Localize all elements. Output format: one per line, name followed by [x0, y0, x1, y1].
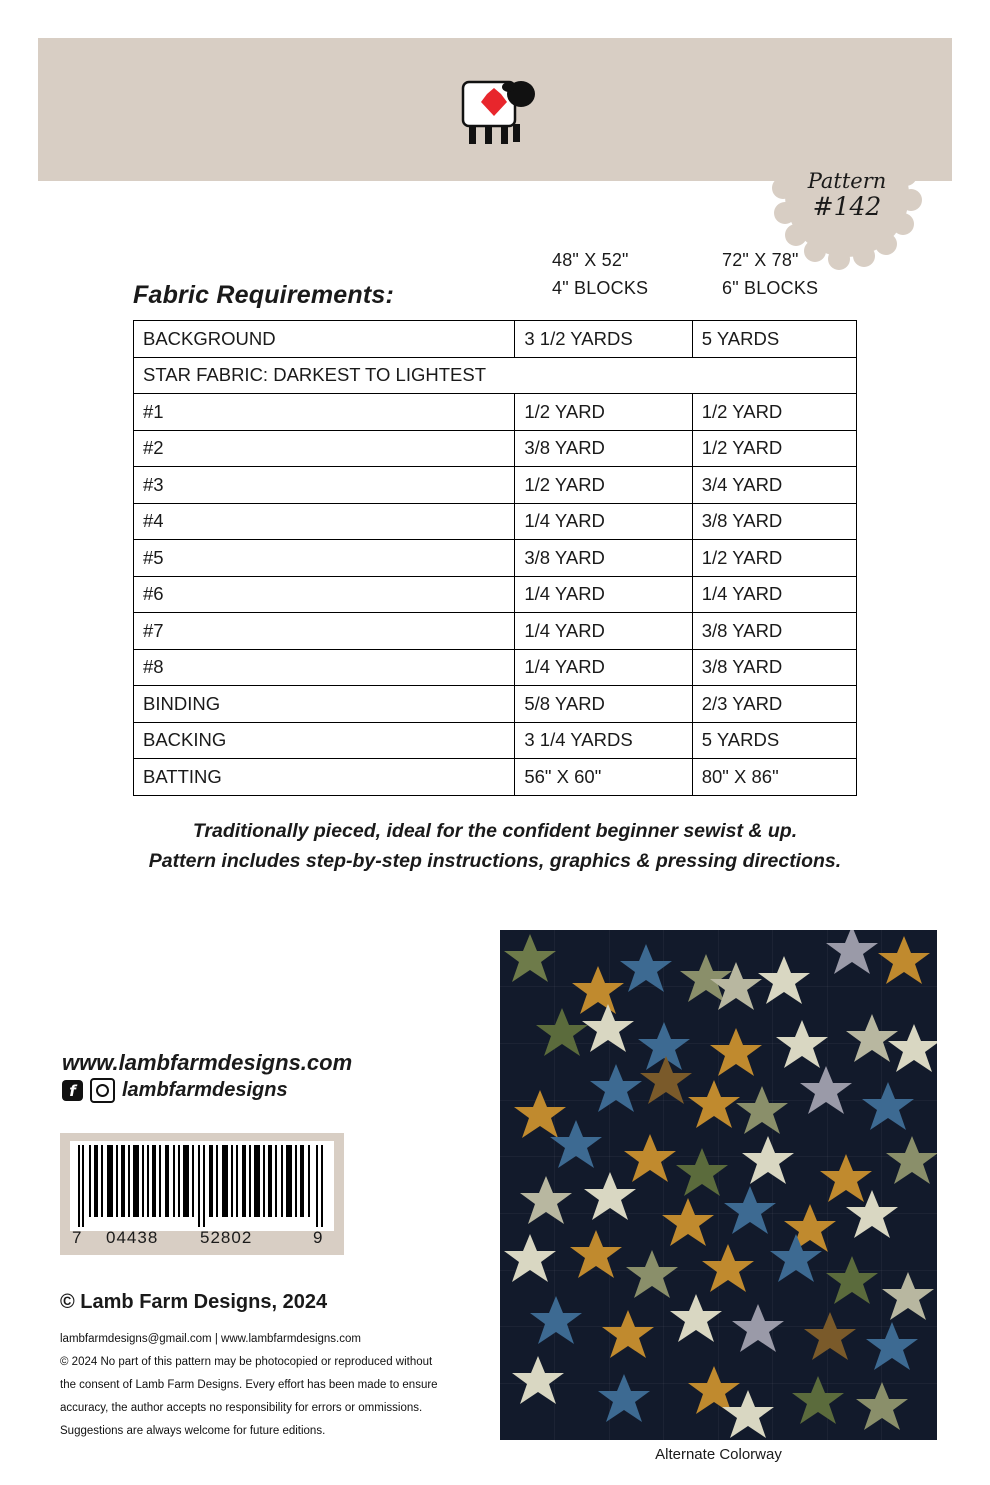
- copyright-line: © Lamb Farm Designs, 2024: [60, 1291, 328, 1313]
- row-label: #6: [134, 576, 515, 613]
- fineprint-email: lambfarmdesigns@gmail.com | www.lambfarmdesigns.com: [60, 1333, 361, 1345]
- row-value-small: 1/4 YARD: [515, 613, 692, 650]
- row-label: #5: [134, 540, 515, 577]
- row-label: #7: [134, 613, 515, 650]
- row-value-large: 1/2 YARD: [692, 394, 856, 431]
- table-row: [134, 503, 857, 540]
- barcode-group-2: 52802: [200, 1228, 253, 1247]
- size-small-blocks: 4" BLOCKS: [552, 277, 649, 298]
- table-row: [134, 430, 857, 467]
- row-label: #2: [134, 430, 515, 467]
- row-value-small: 3/8 YARD: [515, 430, 692, 467]
- row-value-small: 3 1/4 YARDS: [515, 722, 692, 759]
- row-label: BACKGROUND: [134, 321, 515, 358]
- barcode-digit-left: 7: [72, 1228, 83, 1247]
- table-row: [134, 357, 857, 394]
- table-row: [134, 394, 857, 431]
- row-label: #1: [134, 394, 515, 431]
- table-row: [134, 467, 857, 504]
- barcode-group-1: 04438: [106, 1228, 159, 1247]
- row-label: BACKING: [134, 722, 515, 759]
- table-row: [134, 613, 857, 650]
- row-label: BINDING: [134, 686, 515, 723]
- row-value-small: 5/8 YARD: [515, 686, 692, 723]
- quilt-preview-image: [500, 930, 937, 1440]
- row-value-large: 2/3 YARD: [692, 686, 856, 723]
- size-column-small: [552, 247, 648, 303]
- table-row: [134, 686, 857, 723]
- social-handle-label: lambfarmdesigns: [122, 1079, 288, 1101]
- row-value-large: 1/2 YARD: [692, 430, 856, 467]
- row-label: #3: [134, 467, 515, 504]
- badge-line-1: Pattern: [807, 168, 887, 193]
- row-label: STAR FABRIC: DARKEST TO LIGHTEST: [134, 357, 857, 394]
- facebook-icon[interactable]: f: [62, 1080, 83, 1101]
- row-label: BATTING: [134, 759, 515, 796]
- row-value-small: 1/4 YARD: [515, 576, 692, 613]
- table-row: [134, 759, 857, 796]
- row-value-large: 1/4 YARD: [692, 576, 856, 613]
- size-large-dimensions: 72" X 78": [722, 250, 799, 270]
- tagline: [0, 816, 990, 876]
- instagram-icon[interactable]: [90, 1078, 115, 1103]
- row-value-large: 5 YARDS: [692, 321, 856, 358]
- row-value-large: 3/8 YARD: [692, 649, 856, 686]
- row-value-large: 1/2 YARD: [692, 540, 856, 577]
- tagline-line-1: Traditionally pieced, ideal for the confident beginner sewist & up.: [192, 820, 798, 842]
- social-handles: [62, 1078, 288, 1103]
- fineprint-line-4: Suggestions are always welcome for future editions.: [60, 1425, 326, 1437]
- fineprint: [60, 1328, 490, 1443]
- row-value-small: 1/4 YARD: [515, 649, 692, 686]
- badge-line-2: #142: [812, 191, 882, 221]
- sheep-with-heart-logo: [447, 72, 543, 152]
- row-value-small: 3 1/2 YARDS: [515, 321, 692, 358]
- row-value-large: 3/8 YARD: [692, 503, 856, 540]
- quilt-caption: Alternate Colorway: [655, 1446, 782, 1463]
- row-value-large: 3/8 YARD: [692, 613, 856, 650]
- row-value-small: 56" X 60": [515, 759, 692, 796]
- table-row: [134, 540, 857, 577]
- barcode-digit-right: 9: [313, 1228, 324, 1247]
- table-row: [134, 576, 857, 613]
- row-value-small: 3/8 YARD: [515, 540, 692, 577]
- row-label: #8: [134, 649, 515, 686]
- row-value-large: 80" X 86": [692, 759, 856, 796]
- page-title: Fabric Requirements:: [133, 281, 395, 309]
- row-label: #4: [134, 503, 515, 540]
- row-value-small: 1/2 YARD: [515, 467, 692, 504]
- fineprint-line-1: © 2024 No part of this pattern may be photocopied or reproduced without: [60, 1356, 433, 1368]
- size-large-blocks: 6" BLOCKS: [722, 277, 819, 298]
- row-value-large: 3/4 YARD: [692, 467, 856, 504]
- website-url[interactable]: www.lambfarmdesigns.com: [62, 1050, 353, 1075]
- fineprint-line-3: accuracy, the author accepts no responsibility for errors or ommissions.: [60, 1402, 423, 1414]
- table-row: [134, 722, 857, 759]
- fabric-requirements-table: [133, 320, 857, 796]
- size-column-large: [722, 247, 818, 303]
- row-value-small: 1/4 YARD: [515, 503, 692, 540]
- tagline-line-2: Pattern includes step-by-step instructions, graphics & pressing directions.: [148, 850, 842, 873]
- table-row: [134, 321, 857, 358]
- row-value-large: 5 YARDS: [692, 722, 856, 759]
- row-value-small: 1/2 YARD: [515, 394, 692, 431]
- table-row: [134, 649, 857, 686]
- size-small-dimensions: 48" X 52": [552, 250, 629, 270]
- fineprint-line-2: the consent of Lamb Farm Designs. Every effort has been made to ensure: [60, 1379, 438, 1391]
